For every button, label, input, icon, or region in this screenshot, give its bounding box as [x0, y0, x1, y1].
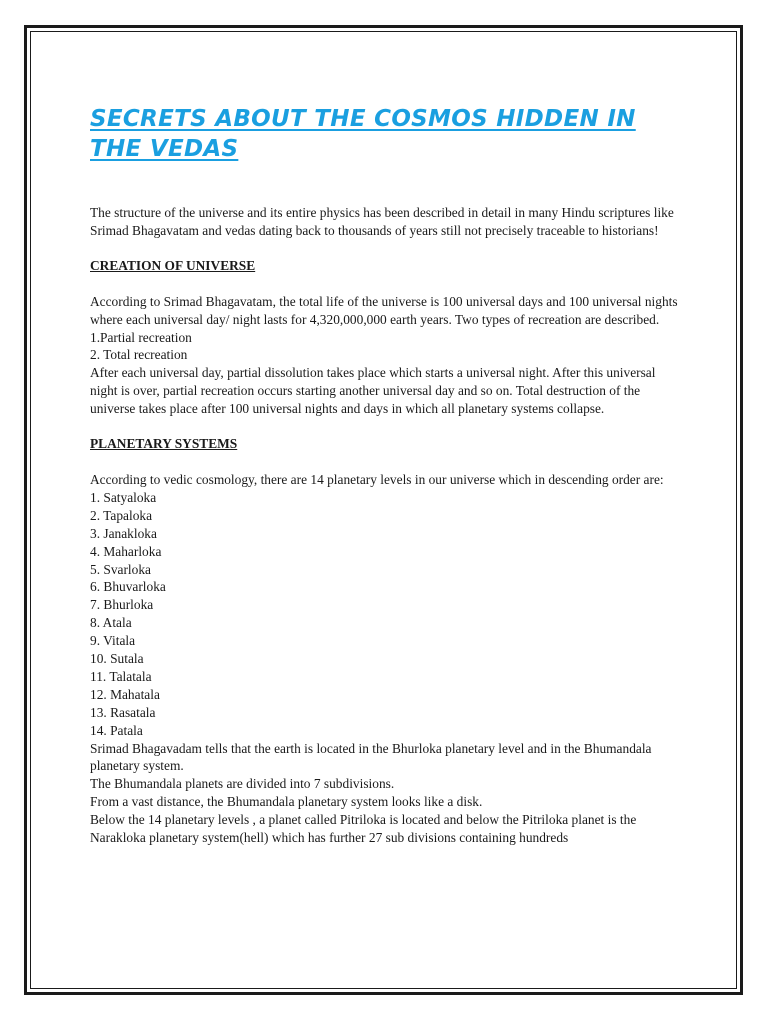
planetary-intro: According to vedic cosmology, there are 14 planetary levels in our universe which in descending order are:	[90, 471, 664, 487]
section-heading-creation: CREATION OF UNIVERSE	[90, 257, 256, 273]
intro-paragraph: The structure of the universe and its entire physics has been described in detail in many Hindu scriptures like Srimad Bhagavatam and vedas dating back to thousands of years still not precisely traceable to historians!	[90, 205, 674, 238]
list-item: 8. Atala	[90, 615, 132, 631]
list-item: 7. Bhurloka	[90, 597, 154, 613]
planetary-levels-list	[90, 489, 680, 740]
list-item: 11. Talatala	[90, 668, 152, 684]
list-item: 3. Janakloka	[90, 525, 157, 541]
creation-line: 2. Total recreation	[90, 347, 188, 363]
planetary-note: Srimad Bhagavadam tells that the earth is located in the Bhurloka planetary level and in the Bhumandala planetary system.	[90, 740, 652, 774]
planetary-note: Below the 14 planetary levels , a planet called Pitriloka is located and below the Pitriloka planet is the Narakloka planetary system(hell) which has further 27 sub divisions containing hundreds	[90, 812, 637, 846]
list-item: 4. Maharloka	[90, 543, 162, 559]
planetary-note: From a vast distance, the Bhumandala planetary system looks like a disk.	[90, 794, 483, 810]
creation-lines	[90, 293, 680, 418]
creation-line: After each universal day, partial dissolution takes place which starts a universal night. After this universal night is over, partial recreation occurs starting another universal day and so on. Total destruction of the universe takes place after 100 universal nights and days in which all planetary systems collapse.	[90, 365, 656, 417]
planetary-note: The Bhumandala planets are divided into 7 subdivisions.	[90, 776, 395, 792]
list-item: 12. Mahatala	[90, 686, 160, 702]
section-heading-planetary: PLANETARY SYSTEMS	[90, 436, 238, 452]
list-item: 2. Tapaloka	[90, 507, 153, 523]
creation-line: According to Srimad Bhagavatam, the total life of the universe is 100 universal days and 100 universal nights where each universal day/ night lasts for 4,320,000,000 earth years. Two types of recreation are described.	[90, 293, 678, 327]
creation-line: 1.Partial recreation	[90, 329, 192, 345]
list-item: 1. Satyaloka	[90, 489, 157, 505]
planetary-notes	[90, 740, 680, 847]
list-item: 10. Sutala	[90, 651, 144, 667]
list-item: 5. Svarloka	[90, 561, 151, 577]
document-title: SECRETS ABOUT THE COSMOS HIDDEN IN THE VEDAS	[90, 106, 636, 162]
list-item: 9. Vitala	[90, 633, 136, 649]
list-item: 6. Bhuvarloka	[90, 579, 166, 595]
list-item: 14. Patala	[90, 722, 143, 738]
document-body	[90, 104, 680, 847]
list-item: 13. Rasatala	[90, 704, 156, 720]
